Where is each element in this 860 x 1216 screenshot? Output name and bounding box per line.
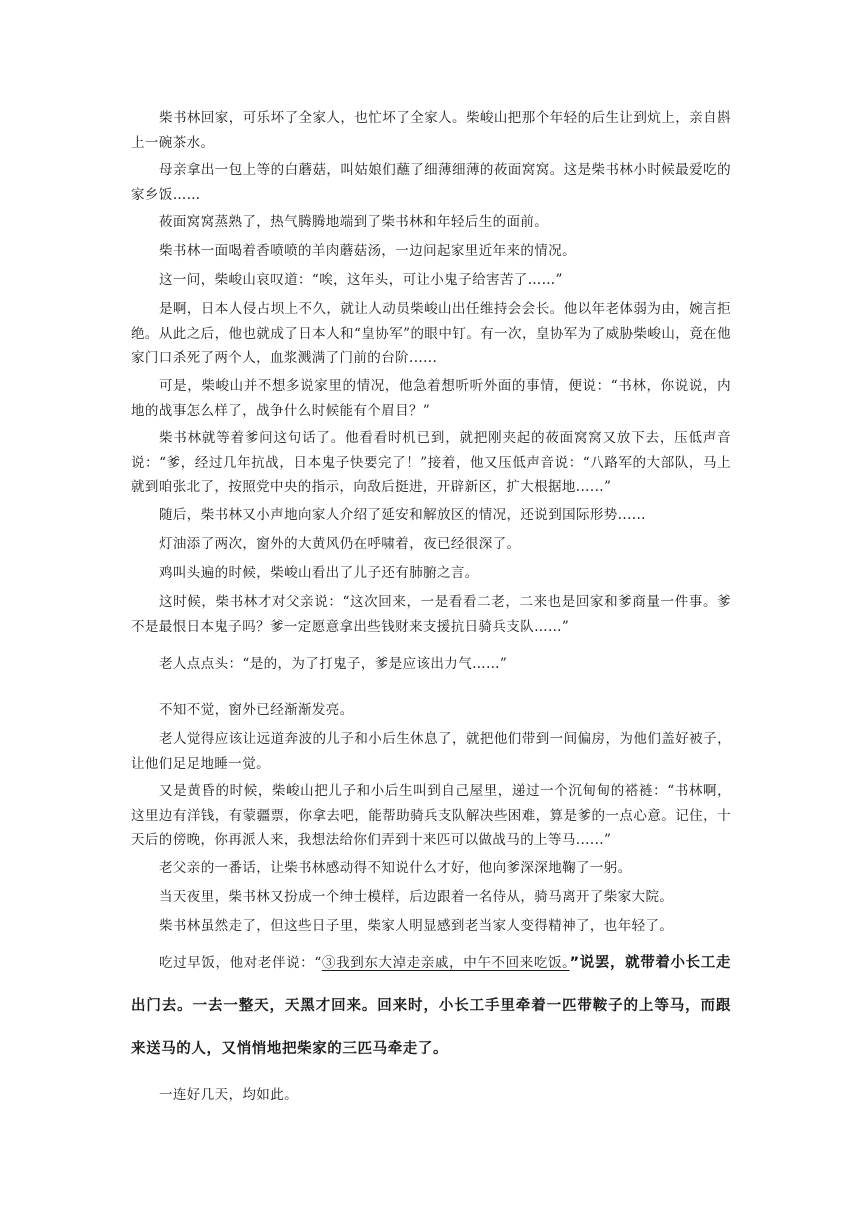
- paragraph-9: 随后，柴书林又小声地向家人介绍了延安和解放区的情况，还说到国际形势......: [159, 507, 646, 523]
- paragraph-5: 这一问，柴峻山哀叹道：“唉，这年头，可让小鬼子给害苦了……”: [159, 272, 563, 288]
- paragraph-2: 母亲拿出一包上等的白蘑菇，叫姑娘们蘸了细薄细薄的莜面窝窝。这是柴书林小时候最爱吃的家乡饭……: [131, 162, 731, 203]
- morning-suffix: ”说罢，就带着小长工走出门去。一去一整天，天黑才回来。回来时，小长工手里牵着一匹带鞍子的上等马，而跟来送马的人，又悄悄地把柴家的三匹马牵走了。: [131, 955, 731, 1057]
- paragraph-7: 可是，柴峻山并不想多说家里的情况，他急着想听听外面的事情，便说：“书林，你说说，内地的战事怎么样了，战争什么时候能有个眉目？”: [131, 378, 731, 419]
- morning-prefix: 吃过早饭，他对老伴说：“: [159, 955, 322, 971]
- paragraph-18: 当天夜里，柴书林又扮成一个绅士模样，后边跟着一名侍从，骑马离开了柴家大院。: [159, 889, 674, 905]
- paragraph-19: 柴书林虽然走了，但这些日子里，柴家人明显感到老当家人变得精神了，也年轻了。: [159, 918, 674, 934]
- paragraph-6: 是啊，日本人侵占坝上不久，就让人动员柴峻山出任维持会会长。他以年老体弱为由，婉言拒绝。从此之后，他也就成了日本人和“皇协军”的眼中钉。有一次，皇协军为了威胁柴峻山，竟在他家门口杀死了两个人，血浆溅满了门前的台阶......: [131, 301, 731, 366]
- paragraph-4: 柴书林一面喝着香喷喷的羊肉蘑菇汤，一边问起家里近年来的情况。: [159, 243, 576, 259]
- underlined-sentence-3: ③我到东大淖走亲戚，中午不回来吃饭。: [321, 955, 570, 971]
- paragraph-11: 鸡叫头遍的时候，柴峻山看出了儿子还有肺腑之言。: [159, 565, 479, 581]
- paragraph-10: 灯油添了两次，窗外的大黄风仍在呼啸着，夜已经很深了。: [159, 536, 521, 552]
- paragraph-14: 不知不觉，窗外已经渐渐发亮。: [159, 702, 354, 718]
- paragraph-16: 又是黄昏的时候，柴峻山把儿子和小后生叫到自己屋里，递过一个沉甸甸的褡裢：“书林啊，这里边有洋钱，有蒙疆票，你拿去吧，能帮助骑兵支队解决些困难，算是爹的一点心意。记住，十天后的傍晚，你再派人来，我想法给你们弄到十来匹可以做战马的上等马......”: [131, 783, 731, 848]
- paragraph-1: 柴书林回家，可乐坏了全家人，也忙坏了全家人。柴峻山把那个年轻的后生让到炕上，亲自斟上一碗茶水。: [131, 110, 731, 151]
- paragraph-morning: [131, 942, 731, 1071]
- paragraph-17: 老父亲的一番话，让柴书林感动得不知说什么才好，他向爹深深地鞠了一躬。: [159, 860, 632, 876]
- paragraph-3: 莜面窝窝蒸熟了，热气腾腾地端到了柴书林和年轻后生的面前。: [159, 214, 549, 230]
- paragraph-8: 柴书林就等着爹问这句话了。他看看时机已到，就把刚夹起的莜面窝窝又放下去，压低声音说：“爹，经过几年抗战，日本鬼子快要完了！”接着，他又压低声音说：“八路军的大部队，马上就到咱张北了，按照党中央的指示，向敌后挺进，开辟新区，扩大根据地......”: [131, 430, 731, 495]
- paragraph-15: 老人觉得应该让远道奔波的儿子和小后生休息了，就把他们带到一间偏房，为他们盖好被子，让他们足足地睡一觉。: [131, 731, 731, 772]
- paragraph-12: 这时候，柴书林才对父亲说：“这次回来，一是看看二老，二来也是回家和爹商量一件事。爹不是最恨日本鬼子吗？爹一定愿意拿出些钱财来支援抗日骑兵支队……”: [131, 594, 731, 635]
- paragraph-13: 老人点点头：“是的，为了打鬼子，爹是应该出力气……”: [159, 656, 508, 672]
- paragraph-last: 一连好几天，均如此。: [159, 1087, 298, 1103]
